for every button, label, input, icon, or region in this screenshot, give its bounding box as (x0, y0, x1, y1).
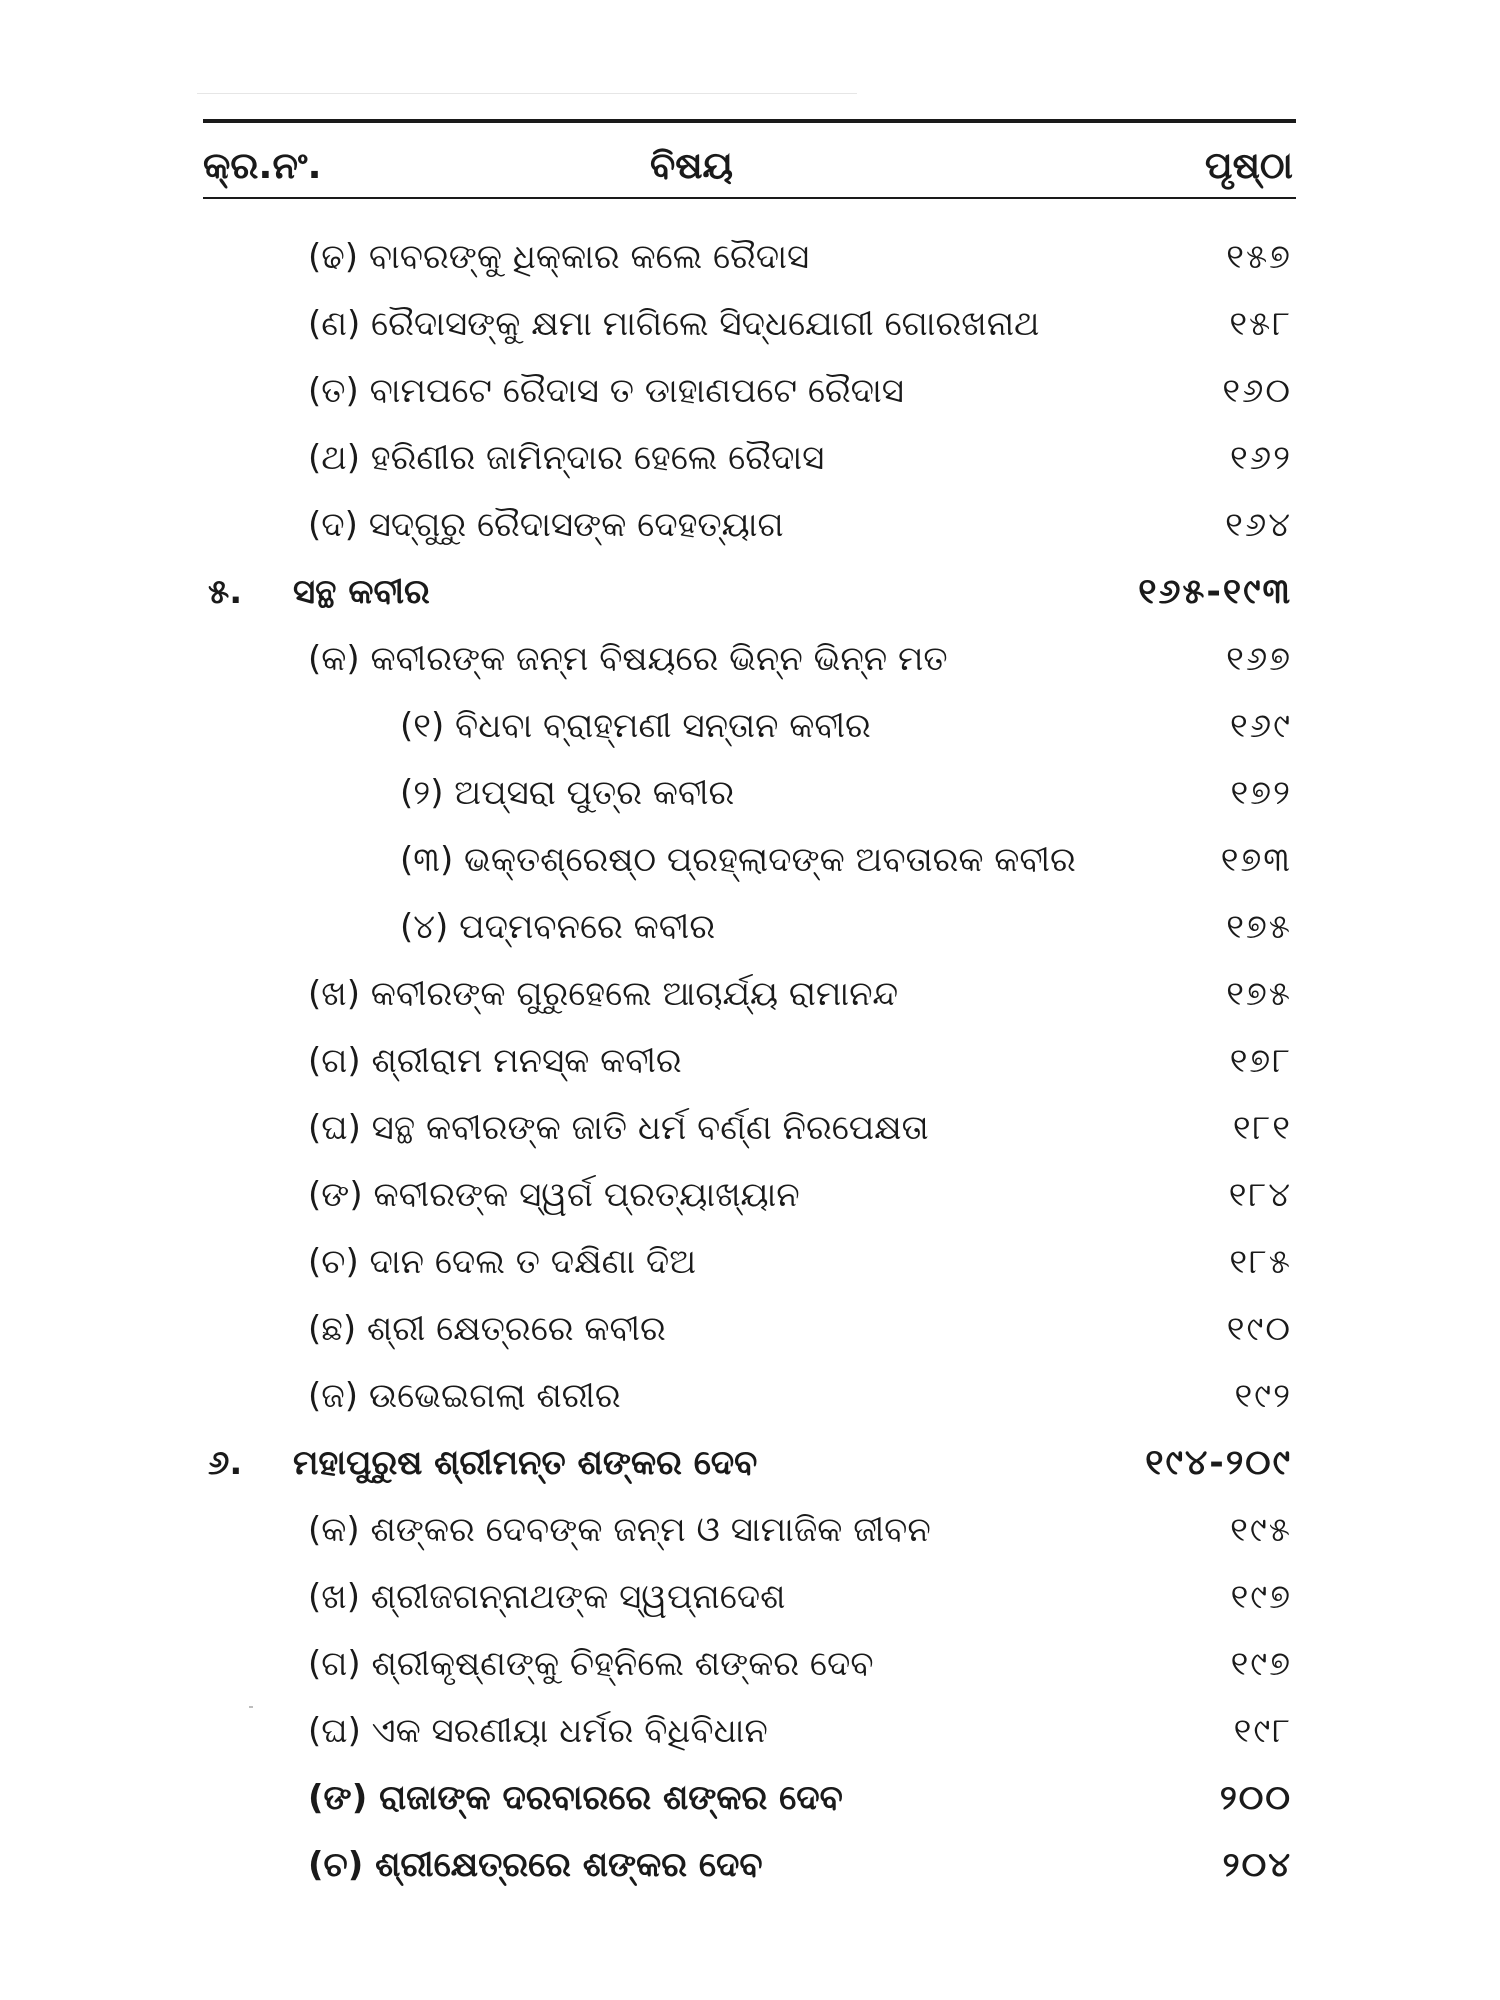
entry-title: (ଚ) ଶ୍ରୀକ୍ଷେତ୍ରରେ ଶଙ୍କର ଦେବ (308, 1845, 763, 1885)
entry-title: (କ) କବୀରଙ୍କ ଜନ୍ମ ବିଷୟରେ ଭିନ୍ନ ଭିନ୍ନ ମତ (308, 639, 948, 679)
entry-page: ୧୯୨ (1234, 1376, 1292, 1416)
scan-speck (249, 1706, 253, 1708)
entry-page: ୧୯୭ (1230, 1577, 1292, 1617)
entry-page: ୧୯୫ (1230, 1510, 1292, 1550)
entry-page: ୧୫୮ (1229, 304, 1292, 344)
entry-title: (ଗ) ଶ୍ରୀକୃଷ୍ଣଙ୍କୁ ଚିହ୍ନିଲେ ଶଙ୍କର ଦେବ (308, 1644, 874, 1684)
entry-page: ୧୭୨ (1230, 773, 1292, 813)
chapter-title: ମହାପୁରୁଷ ଶ୍ରୀମନ୍ତ ଶଙ୍କର ଦେବ (293, 1443, 758, 1483)
entry-page: ୧୮୪ (1228, 1175, 1292, 1215)
chapter-page-range: ୧୯୪-୨୦୯ (1145, 1443, 1292, 1483)
entry-page: ୧୮୧ (1232, 1108, 1292, 1148)
entry-title: (ଥ) ହରିଣୀର ଜାମିନ୍‌ଦାର ହେଲେ ରୈଦାସ (308, 438, 825, 478)
toc-subentry (0, 693, 1500, 760)
entry-title: (ତ) ବାମପଟେ ରୈଦାସ ତ ଡାହାଣପଟେ ରୈଦାସ (308, 371, 904, 411)
toc-entry (0, 1631, 1500, 1698)
header-number: କ୍ର.ନଂ. (203, 144, 322, 187)
entry-page: ୧୫୭ (1226, 237, 1292, 277)
entry-page: ୧୬୯ (1230, 706, 1292, 746)
entry-title: (କ) ଶଙ୍କର ଦେବଙ୍କ ଜନ୍ମ ଓ ସାମାଜିକ ଜୀବନ (308, 1510, 931, 1550)
toc-subentry (0, 894, 1500, 961)
toc-entry (0, 1363, 1500, 1430)
chapter-number: ୫. (208, 572, 243, 612)
scan-artifact-line (197, 93, 857, 94)
toc-subentry (0, 827, 1500, 894)
toc-entry (0, 291, 1500, 358)
entry-page: ୧୯୦ (1226, 1309, 1292, 1349)
toc-entry (0, 1028, 1500, 1095)
entry-page: ୧୬୭ (1226, 639, 1292, 679)
header-subject: ବିଷୟ (650, 144, 734, 187)
entry-title: (ଦ) ସଦ୍‌ଗୁରୁ ରୈଦାସଙ୍କ ଦେହତ୍ୟାଗ (308, 505, 784, 545)
entry-title: (ଙ) ରାଜାଙ୍କ ଦରବାରରେ ଶଙ୍କର ଦେବ (308, 1778, 843, 1818)
toc-entry (0, 626, 1500, 693)
entry-title: (ଘ) ଏକ ସରଣୀୟା ଧର୍ମର ବିଧିବିଧାନ (308, 1711, 768, 1751)
toc-entry (0, 1162, 1500, 1229)
chapter-number: ୬. (208, 1443, 243, 1483)
toc-entry (0, 492, 1500, 559)
entry-page: ୧୭୫ (1226, 907, 1292, 947)
toc-entry (0, 1296, 1500, 1363)
entry-title: (ଘ) ସନ୍ଥ କବୀରଙ୍କ ଜାତି ଧର୍ମ ବର୍ଣ୍ଣ ନିରପେକ୍ଷତା (308, 1108, 929, 1148)
entry-title: (ଖ) କବୀରଙ୍କ ଗୁରୁହେଲେ ଆଚାର୍ଯ୍ୟ ରାମାନନ୍ଦ (308, 974, 899, 1014)
entry-title: (ଚ) ଦାନ ଦେଲ ତ ଦକ୍ଷିଣା ଦିଅ (308, 1242, 697, 1282)
entry-page: ୨୦୪ (1222, 1845, 1292, 1885)
entry-page: ୧୯୮ (1233, 1711, 1292, 1751)
toc-subentry (0, 760, 1500, 827)
header-rule (203, 197, 1296, 199)
entry-page: ୧୬୨ (1230, 438, 1292, 478)
entry-page: ୧୮୫ (1229, 1242, 1292, 1282)
toc-chapter (0, 559, 1500, 626)
toc-chapter (0, 1430, 1500, 1497)
toc-entry (0, 425, 1500, 492)
entry-title: (ଙ) କବୀରଙ୍କ ସ୍ୱର୍ଗ ପ୍ରତ୍ୟାଖ୍ୟାନ (308, 1175, 800, 1215)
toc-entry (0, 1497, 1500, 1564)
entry-title: (ଗ) ଶ୍ରୀରାମ ମନସ୍କ କବୀର (308, 1041, 682, 1081)
toc-entry (0, 224, 1500, 291)
toc-entry (0, 1832, 1500, 1899)
top-rule (203, 119, 1296, 123)
entry-title: (୪) ପଦ୍ମବନରେ କବୀର (400, 907, 716, 947)
chapter-title: ସନ୍ଥ କବୀର (293, 572, 430, 612)
entry-title: (ଜ) ଉଭେଇଗଲା ଶରୀର (308, 1376, 621, 1416)
entry-page: ୧୬୦ (1222, 371, 1292, 411)
entry-title: (୧) ବିଧବା ବ୍ରାହ୍ମଣୀ ସନ୍ତାନ କବୀର (400, 706, 871, 746)
entry-page: ୨୦୦ (1219, 1778, 1292, 1818)
entry-title: (ଢ) ବାବରଙ୍କୁ ଧିକ୍କାର କଲେ ରୈଦାସ (308, 237, 810, 277)
toc-entries (0, 224, 1500, 1899)
entry-page: ୧୯୭ (1230, 1644, 1292, 1684)
entry-page: ୧୭୮ (1229, 1041, 1292, 1081)
toc-entry (0, 961, 1500, 1028)
entry-page: ୧୭୫ (1226, 974, 1292, 1014)
entry-page: ୧୭୩ (1220, 840, 1292, 880)
toc-entry (0, 1765, 1500, 1832)
entry-title: (୨) ଅପ୍ସରା ପୁତ୍ର କବୀର (400, 773, 735, 813)
entry-title: (ଛ) ଶ୍ରୀ କ୍ଷେତ୍ରରେ କବୀର (308, 1309, 666, 1349)
entry-title: (ଖ) ଶ୍ରୀଜଗନ୍ନାଥଙ୍କ ସ୍ୱପ୍ନାଦେଶ (308, 1577, 786, 1617)
chapter-page-range: ୧୬୫-୧୯୩ (1138, 572, 1292, 612)
toc-entry (0, 1095, 1500, 1162)
toc-entry (0, 1698, 1500, 1765)
entry-title: (୩) ଭକ୍ତଶ୍ରେଷ୍ଠ ପ୍ରହ୍ଲାଦଙ୍କ ଅବତାରକ କବୀର (400, 840, 1076, 880)
toc-entry (0, 1564, 1500, 1631)
toc-entry (0, 1229, 1500, 1296)
toc-entry (0, 358, 1500, 425)
entry-title: (ଣ) ରୈଦାସଙ୍କୁ କ୍ଷମା ମାଗିଲେ ସିଦ୍ଧଯୋଗୀ ଗୋରଖନାଥ (308, 304, 1040, 344)
entry-page: ୧୬୪ (1225, 505, 1292, 545)
header-page: ପୃଷ୍ଠା (1204, 144, 1293, 187)
